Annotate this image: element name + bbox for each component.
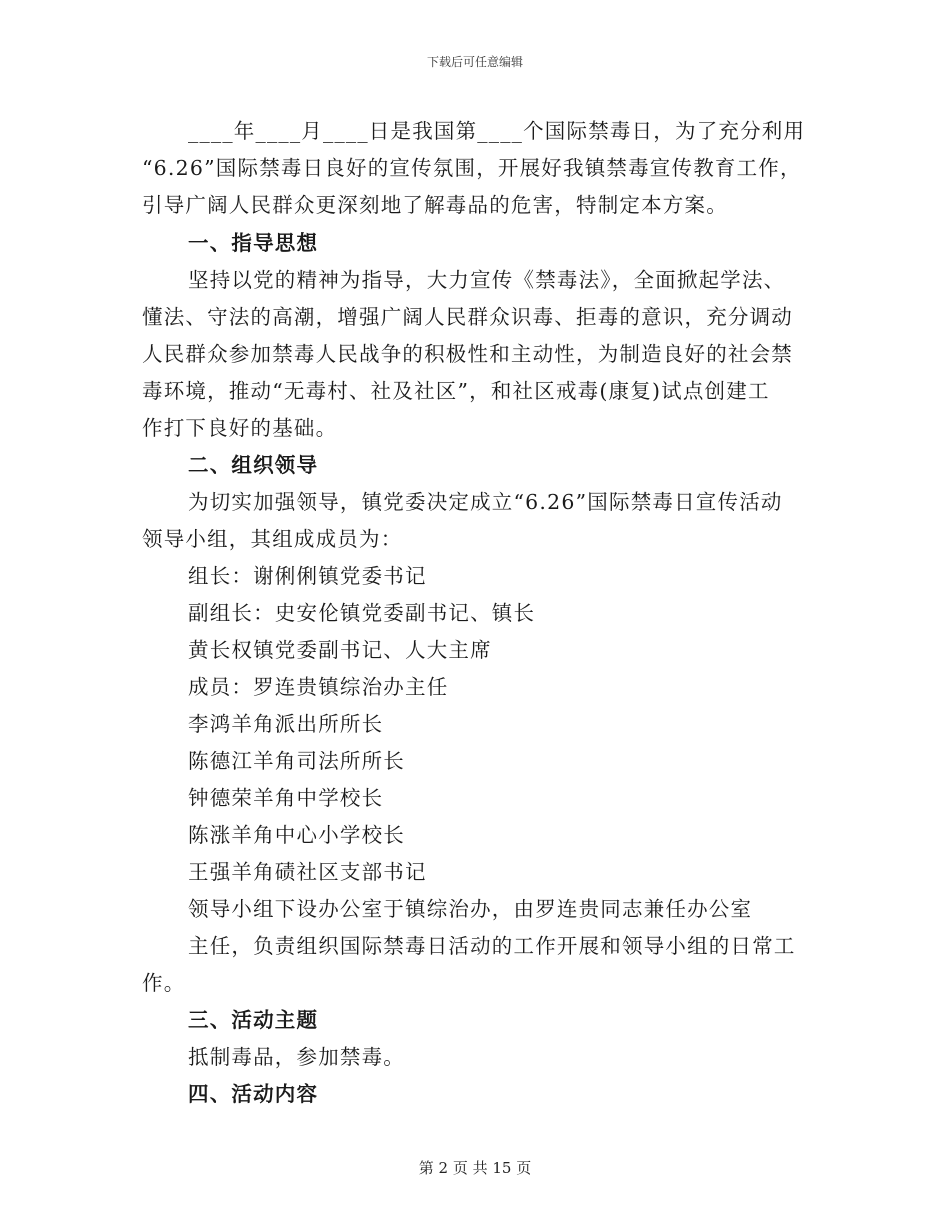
member-line: 陈德江羊角司法所所长 xyxy=(188,749,405,773)
member-line: 副组长：史安伦镇党委副书记、镇长 xyxy=(188,601,536,625)
paragraph-line: “6.26”国际禁毒日良好的宣传氛围，开展好我镇禁毒宣传教育工作， xyxy=(142,156,802,180)
section-heading: 四、活动内容 xyxy=(188,1082,319,1106)
member-line: 李鸿羊角派出所所长 xyxy=(188,712,384,736)
paragraph-line: 作。 xyxy=(142,971,186,995)
paragraph-line: ____年____月____日是我国第____个国际禁毒日，为了充分利用 xyxy=(188,119,806,143)
paragraph-line: 毒环境，推动“无毒村、社及社区”，和社区戒毒(康复)试点创建工 xyxy=(142,379,770,403)
member-line: 王强羊角碛社区支部书记 xyxy=(188,860,427,884)
member-line: 组长：谢俐俐镇党委书记 xyxy=(188,564,427,588)
paragraph-line: 作打下良好的基础。 xyxy=(142,416,338,440)
member-line: 黄长权镇党委副书记、人大主席 xyxy=(188,638,492,662)
member-line: 钟德荣羊角中学校长 xyxy=(188,786,384,810)
page-header-note: 下载后可任意编辑 xyxy=(426,55,523,69)
paragraph-line: 懂法、守法的高潮，增强广阔人民群众识毒、拒毒的意识，充分调动 xyxy=(142,305,793,329)
paragraph-line: 人民群众参加禁毒人民战争的积极性和主动性，为制造良好的社会禁 xyxy=(142,342,793,366)
paragraph-line: 领导小组下设办公室于镇综治办，由罗连贵同志兼任办公室 xyxy=(188,897,753,921)
paragraph-line: 为切实加强领导，镇党委决定成立“6.26”国际禁毒日宣传活动 xyxy=(188,490,783,514)
paragraph-line: 引导广阔人民群众更深刻地了解毒品的危害，特制定本方案。 xyxy=(142,193,728,217)
member-line: 陈涨羊角中心小学校长 xyxy=(188,823,405,847)
section-heading: 三、活动主题 xyxy=(188,1008,319,1032)
section-heading: 二、组织领导 xyxy=(188,453,319,477)
paragraph-line: 主任，负责组织国际禁毒日活动的工作开展和领导小组的日常工 xyxy=(188,934,796,958)
page-number-footer: 第 2 页 共 15 页 xyxy=(418,1159,532,1177)
section-heading: 一、指导思想 xyxy=(188,231,319,255)
paragraph-line: 领导小组，其组成成员为： xyxy=(142,527,403,551)
paragraph-line: 坚持以党的精神为指导，大力宣传《禁毒法》，全面掀起学法、 xyxy=(188,268,786,292)
paragraph-line: 抵制毒品，参加禁毒。 xyxy=(188,1045,405,1069)
member-line: 成员：罗连贵镇综治办主任 xyxy=(188,675,449,699)
